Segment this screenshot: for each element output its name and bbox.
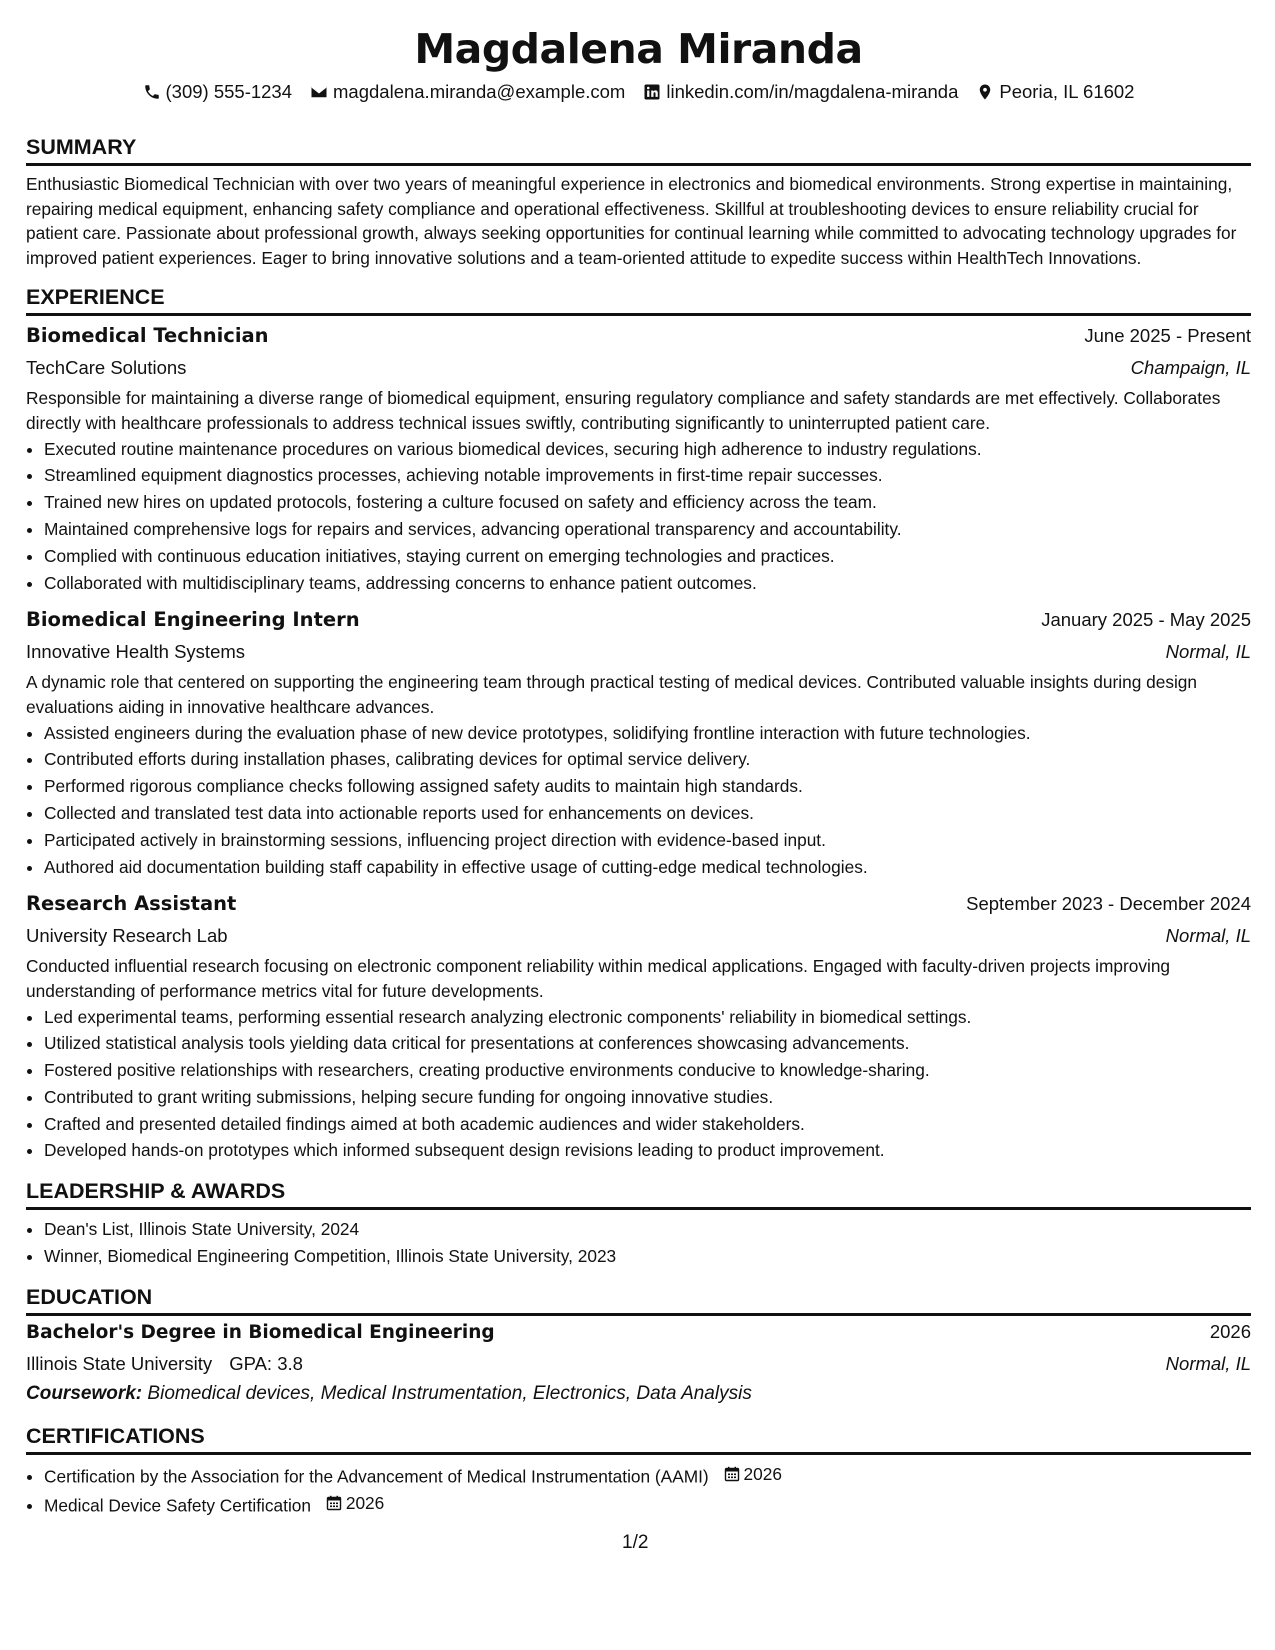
job-entry — [26, 888, 1251, 1164]
job-description: Conducted influential research focusing on electronic component reliability within medical applications. Engaged with faculty-driven projects improving understanding of performance metrics vital for future developments. — [26, 956, 1171, 1001]
list-item: • Executed routine maintenance procedures on various biomedical devices, securing high adherence to industry regulations. — [44, 436, 1251, 463]
section-title-leadership: LEADERSHIP & AWARDS — [26, 1178, 1251, 1210]
list-item: • Contributed to grant writing submissions, helping secure funding for ongoing innovative studies. — [44, 1084, 1251, 1111]
job-dates: September 2023 - December 2024 — [966, 893, 1251, 915]
summary-text: Enthusiastic Biomedical Technician with over two years of meaningful experience in electronics and biomedical environments. Strong expertise in maintaining, repairing medical equipment, enhancing safety compliance and operational effectiveness. Skillful at troubleshooting devices to ensure reliability crucial for patient care. Passionate about professional growth, always seeking opportunities for continual learning while committed to advocating technology upgrades for improved patient experiences. Eager to bring innovative solutions and a team-oriented attitude to expedite success within HealthTech Innovations. — [26, 174, 1237, 268]
coursework — [26, 1379, 1251, 1409]
cert-name: Medical Device Safety Certification — [44, 1495, 312, 1516]
cert-date-text: 2026 — [345, 1493, 385, 1514]
gpa: GPA: 3.8 — [229, 1352, 303, 1374]
job-location: Champaign, IL — [1130, 357, 1251, 379]
leadership-list — [26, 1216, 1251, 1270]
job-bullets — [26, 720, 1251, 881]
section-title-education: EDUCATION — [26, 1284, 1251, 1316]
cert-name: Certification by the Association for the Advancement of Medical Instrumentation (AAMI) — [44, 1466, 709, 1487]
list-item: • Trained new hires on updated protocols, fostering a culture focused on safety and efficiency across the team. — [44, 489, 1251, 516]
contact-email[interactable] — [310, 81, 625, 103]
summary-section — [26, 134, 1251, 270]
list-item — [44, 1461, 1251, 1490]
list-item: • Dean's List, Illinois State University, 2024 — [44, 1216, 1251, 1243]
email-text: magdalena.miranda@example.com — [333, 81, 626, 102]
certifications-list — [26, 1461, 1251, 1519]
calendar-icon — [724, 1466, 740, 1482]
list-item: • Streamlined equipment diagnostics processes, achieving notable improvements in first-time repair successes. — [44, 462, 1251, 489]
job-dates: June 2025 - Present — [1084, 325, 1251, 347]
job-bullets — [26, 436, 1251, 597]
cert-date — [326, 1490, 384, 1517]
job-dates: January 2025 - May 2025 — [1041, 609, 1251, 631]
list-item: • Complied with continuous education initiatives, staying current on emerging technologies and practices. — [44, 543, 1251, 570]
job-location: Normal, IL — [1165, 925, 1251, 947]
coursework-text: Biomedical devices, Medical Instrumentation, Electronics, Data Analysis — [147, 1382, 752, 1404]
contact-linkedin[interactable] — [643, 81, 958, 103]
list-item: • Collected and translated test data into actionable reports used for enhancements on devices. — [44, 800, 1251, 827]
list-item: • Contributed efforts during installation phases, calibrating devices for optimal service delivery. — [44, 746, 1251, 773]
contact-phone[interactable] — [143, 81, 293, 103]
job-company: TechCare Solutions — [26, 357, 187, 379]
job-entry — [26, 320, 1251, 596]
location-text: Peoria, IL 61602 — [999, 81, 1135, 102]
job-description: A dynamic role that centered on supporting the engineering team through practical testing of medical devices. Contributed valuable insights during design evaluations aiding in innovative healthcare advances. — [26, 672, 1198, 717]
job-description: Responsible for maintaining a diverse range of biomedical equipment, ensuring regulatory compliance and safety standards are met effectively. Collaborates directly with healthcare professionals to address technical issues swiftly, contributing significantly to uninterrupted patient care. — [26, 388, 1221, 433]
job-title: Biomedical Engineering Intern — [26, 608, 360, 632]
job-company: University Research Lab — [26, 925, 228, 947]
section-title-summary: SUMMARY — [26, 134, 1251, 166]
list-item: • Fostered positive relationships with researchers, creating productive environments conducive to knowledge-sharing. — [44, 1057, 1251, 1084]
linkedin-icon — [643, 83, 661, 101]
list-item: • Assisted engineers during the evaluation phase of new device prototypes, solidifying frontline interaction with future technologies. — [44, 720, 1251, 747]
coursework-label: Coursework: — [26, 1382, 143, 1404]
job-company: Innovative Health Systems — [26, 641, 246, 663]
job-location: Normal, IL — [1165, 641, 1251, 663]
list-item: • Participated actively in brainstorming sessions, influencing project direction with evidence-based input. — [44, 827, 1251, 854]
experience-section — [26, 284, 1251, 1164]
list-item: • Crafted and presented detailed findings aimed at both academic audiences and wider stakeholders. — [44, 1111, 1251, 1138]
certifications-section — [26, 1423, 1251, 1519]
list-item: • Authored aid documentation building staff capability in effective usage of cutting-edge medical technologies. — [44, 854, 1251, 881]
education-section — [26, 1284, 1251, 1409]
list-item: • Utilized statistical analysis tools yielding data critical for presentations at conferences showcasing advancements. — [44, 1030, 1251, 1057]
leadership-section — [26, 1178, 1251, 1270]
phone-text: (309) 555-1234 — [165, 81, 293, 102]
list-item: • Developed hands-on prototypes which informed subsequent design revisions leading to product improvement. — [44, 1137, 1251, 1164]
linkedin-text: linkedin.com/in/magdalena-miranda — [666, 81, 959, 102]
list-item: • Winner, Biomedical Engineering Competition, Illinois State University, 2023 — [44, 1243, 1251, 1270]
candidate-name: Magdalena Miranda — [414, 25, 863, 73]
job-title: Biomedical Technician — [26, 324, 269, 348]
map-pin-icon — [976, 83, 994, 101]
cert-date — [724, 1461, 782, 1488]
page-number: 1/2 — [622, 1532, 649, 1553]
list-item: • Maintained comprehensive logs for repairs and services, advancing operational transparency and accountability. — [44, 516, 1251, 543]
phone-icon — [143, 83, 161, 101]
cert-date-text: 2026 — [743, 1463, 782, 1484]
calendar-icon — [326, 1495, 342, 1511]
list-item — [44, 1490, 1251, 1519]
resume-page — [26, 0, 1251, 1519]
job-entry — [26, 604, 1251, 880]
list-item: • Led experimental teams, performing essential research analyzing electronic components' reliability in biomedical settings. — [44, 1004, 1251, 1031]
section-title-experience: EXPERIENCE — [26, 284, 1251, 316]
degree-title: Bachelor's Degree in Biomedical Engineering — [26, 1321, 495, 1343]
list-item: • Performed rigorous compliance checks following assigned safety audits to maintain high standards. — [44, 773, 1251, 800]
section-title-certifications: CERTIFICATIONS — [26, 1423, 1251, 1455]
job-title: Research Assistant — [26, 892, 237, 916]
envelope-icon — [310, 83, 328, 101]
list-item: • Collaborated with multidisciplinary teams, addressing concerns to enhance patient outcomes. — [44, 570, 1251, 597]
degree-year: 2026 — [1209, 1320, 1251, 1342]
school-name: Illinois State University — [26, 1352, 213, 1374]
school-location: Normal, IL — [1165, 1352, 1251, 1374]
contact-bar — [26, 80, 1251, 104]
job-bullets — [26, 1004, 1251, 1165]
contact-location — [976, 81, 1134, 103]
